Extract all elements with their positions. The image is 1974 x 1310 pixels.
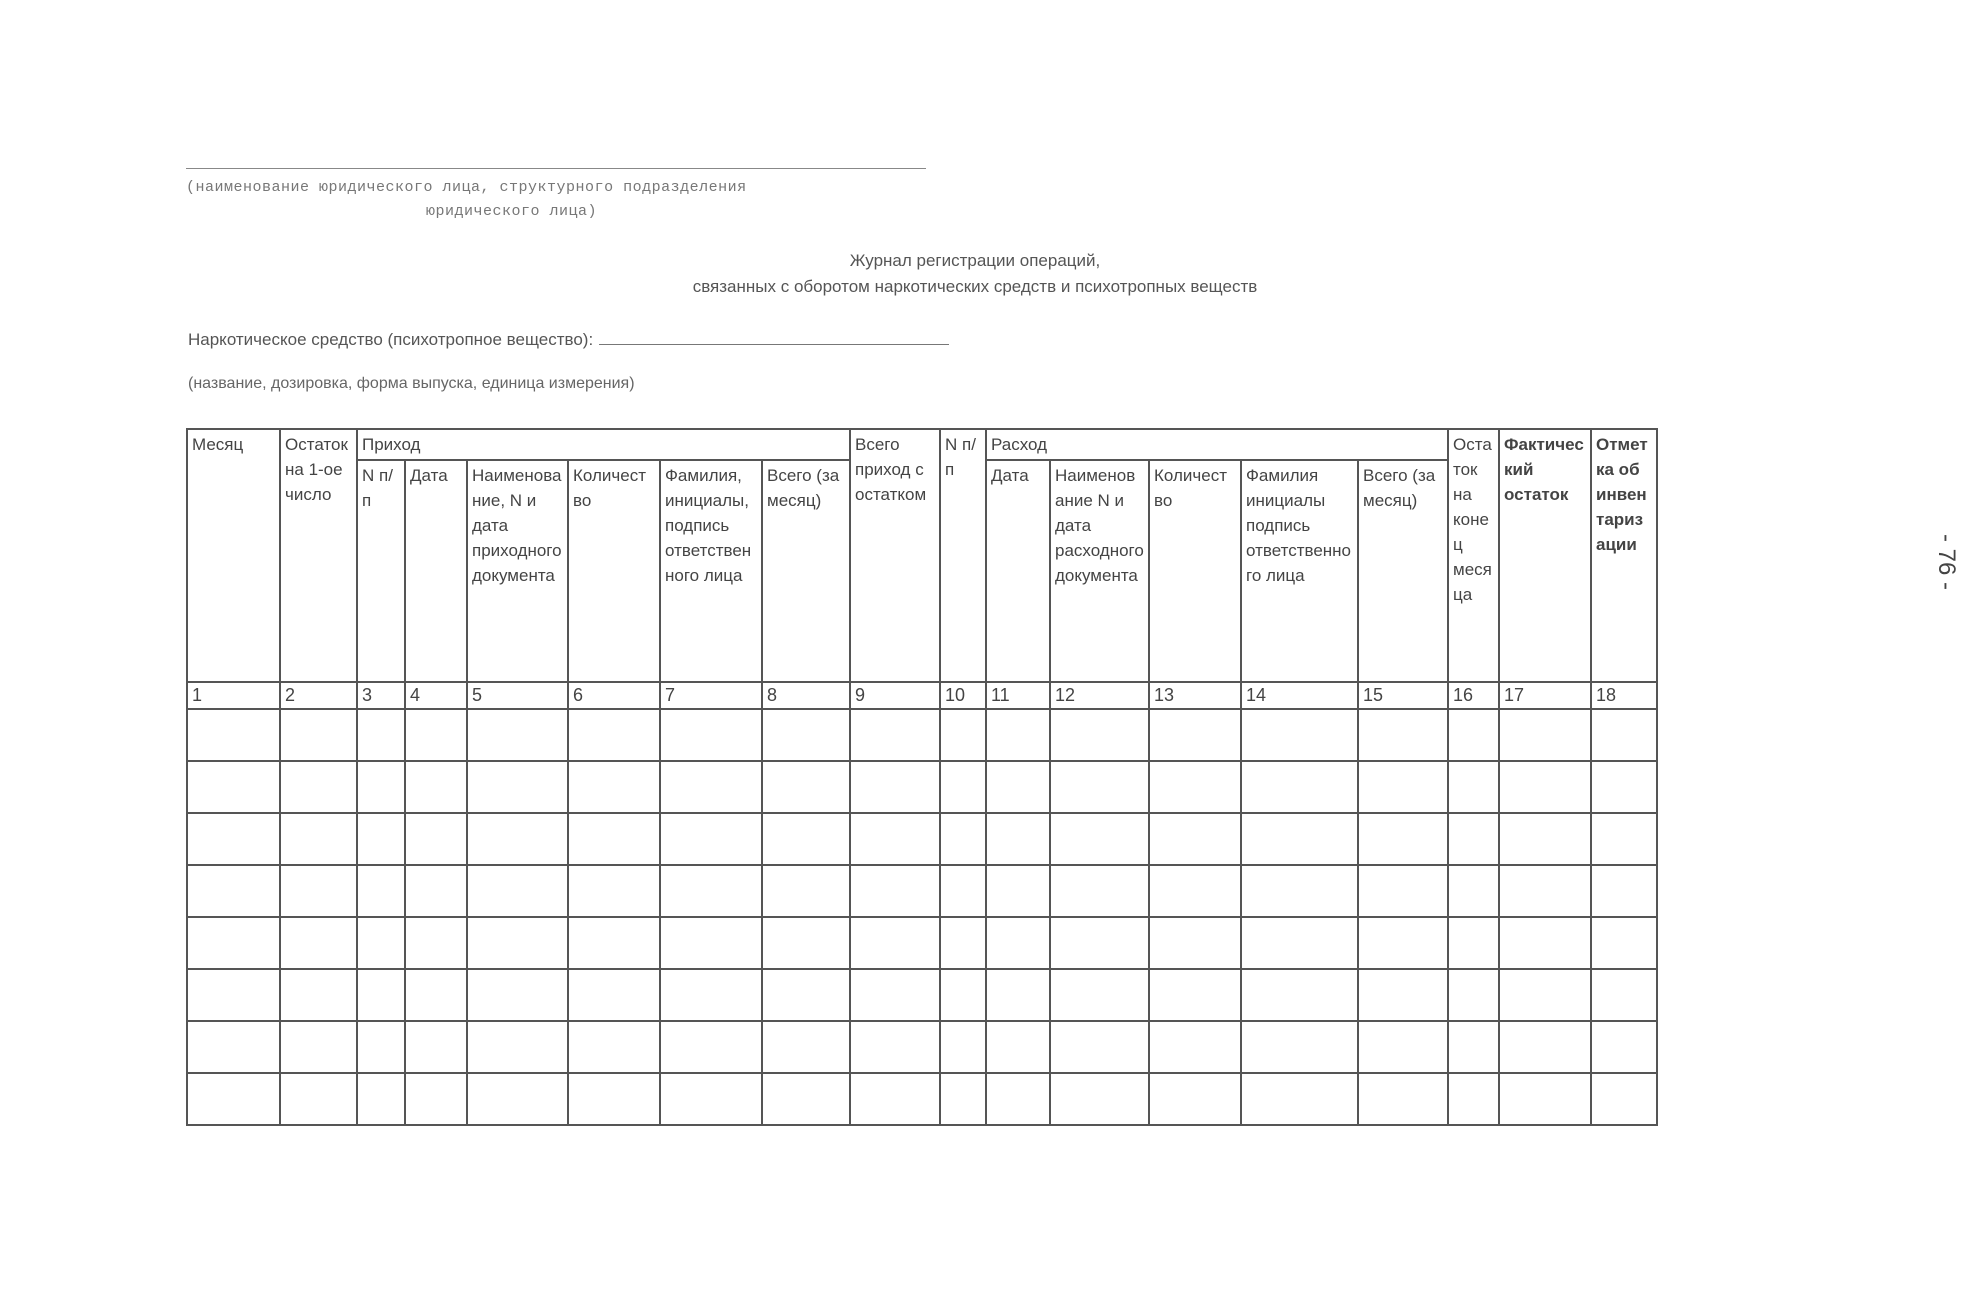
table-cell[interactable] — [1050, 813, 1149, 865]
table-cell[interactable] — [660, 813, 762, 865]
header-expense-total: Всего (за месяц) — [1358, 460, 1448, 682]
header-income-qty: Количество — [568, 460, 660, 682]
column-number: 10 — [940, 682, 986, 709]
table-cell[interactable] — [405, 1021, 467, 1073]
table-cell[interactable] — [850, 813, 940, 865]
table-cell[interactable] — [1591, 1021, 1657, 1073]
table-cell[interactable] — [1149, 917, 1241, 969]
table-cell[interactable] — [357, 865, 405, 917]
table-cell[interactable] — [187, 865, 280, 917]
column-number: 1 — [187, 682, 280, 709]
table-cell[interactable] — [568, 813, 660, 865]
table-cell[interactable] — [1050, 1073, 1149, 1125]
table-cell[interactable] — [762, 813, 850, 865]
column-number: 18 — [1591, 682, 1657, 709]
table-cell[interactable] — [187, 709, 280, 761]
table-cell[interactable] — [1499, 865, 1591, 917]
table-cell[interactable] — [1448, 709, 1499, 761]
table-cell[interactable] — [467, 709, 568, 761]
table-cell[interactable] — [1050, 917, 1149, 969]
table-cell[interactable] — [1448, 813, 1499, 865]
table-cell[interactable] — [1591, 813, 1657, 865]
table-cell[interactable] — [1591, 917, 1657, 969]
column-number: 16 — [1448, 682, 1499, 709]
table-cell[interactable] — [1358, 761, 1448, 813]
table-cell[interactable] — [1149, 761, 1241, 813]
table-cell[interactable] — [568, 1073, 660, 1125]
table-cell[interactable] — [187, 969, 280, 1021]
table-cell[interactable] — [762, 1021, 850, 1073]
table-cell[interactable] — [1499, 969, 1591, 1021]
org-caption-line1: (наименование юридического лица, структурного подразделения — [186, 179, 747, 196]
table-cell[interactable] — [568, 709, 660, 761]
table-cell[interactable] — [1149, 865, 1241, 917]
table-cell[interactable] — [660, 1073, 762, 1125]
header-balance-first: Остаток на 1-ое число — [280, 429, 357, 682]
table-cell[interactable] — [1448, 1073, 1499, 1125]
journal-title-line1: Журнал регистрации операций, — [849, 251, 1101, 270]
table-cell[interactable] — [940, 761, 986, 813]
column-number: 4 — [405, 682, 467, 709]
drug-blank-line[interactable] — [599, 328, 949, 345]
column-number: 11 — [986, 682, 1050, 709]
table-cell[interactable] — [660, 761, 762, 813]
table-cell[interactable] — [850, 709, 940, 761]
header-expense: Расход — [986, 429, 1448, 460]
table-cell[interactable] — [280, 969, 357, 1021]
org-name-caption — [186, 176, 956, 224]
table-cell[interactable] — [762, 917, 850, 969]
table-row — [187, 761, 1657, 813]
table-cell[interactable] — [940, 709, 986, 761]
table-cell[interactable] — [660, 917, 762, 969]
table-cell[interactable] — [1499, 761, 1591, 813]
table-cell[interactable] — [405, 761, 467, 813]
table-cell[interactable] — [1591, 1073, 1657, 1125]
table-cell[interactable] — [986, 709, 1050, 761]
column-number: 5 — [467, 682, 568, 709]
header-income: Приход — [357, 429, 850, 460]
column-number: 17 — [1499, 682, 1591, 709]
journal-title — [440, 248, 1510, 300]
table-cell[interactable] — [1358, 865, 1448, 917]
table-cell[interactable] — [187, 1021, 280, 1073]
column-number: 8 — [762, 682, 850, 709]
table-cell[interactable] — [940, 917, 986, 969]
header-row-num: N п/п — [940, 429, 986, 682]
table-cell[interactable] — [1149, 813, 1241, 865]
table-cell[interactable] — [1499, 1073, 1591, 1125]
table-cell[interactable] — [568, 969, 660, 1021]
column-number: 3 — [357, 682, 405, 709]
table-cell[interactable] — [1358, 709, 1448, 761]
table-cell[interactable] — [467, 969, 568, 1021]
table-cell[interactable] — [405, 969, 467, 1021]
table-cell[interactable] — [467, 761, 568, 813]
header-month: Месяц — [187, 429, 280, 682]
table-row — [187, 917, 1657, 969]
table-cell[interactable] — [762, 865, 850, 917]
table-cell[interactable] — [280, 709, 357, 761]
table-cell[interactable] — [986, 1073, 1050, 1125]
table-cell[interactable] — [1499, 709, 1591, 761]
table-cell[interactable] — [940, 1073, 986, 1125]
column-number: 2 — [280, 682, 357, 709]
header-income-date: Дата — [405, 460, 467, 682]
table-cell[interactable] — [986, 969, 1050, 1021]
table-cell[interactable] — [1448, 917, 1499, 969]
table-cell[interactable] — [1448, 969, 1499, 1021]
table-cell[interactable] — [1448, 865, 1499, 917]
header-income-person: Фамилия, инициалы, подпись ответственного лица — [660, 460, 762, 682]
table-cell[interactable] — [1591, 969, 1657, 1021]
table-cell[interactable] — [568, 917, 660, 969]
table-cell[interactable] — [467, 1073, 568, 1125]
header-expense-person: Фамилия инициалы подпись ответственного лица — [1241, 460, 1358, 682]
table-cell[interactable] — [660, 709, 762, 761]
table-cell[interactable] — [568, 761, 660, 813]
table-cell[interactable] — [187, 761, 280, 813]
table-cell[interactable] — [1149, 969, 1241, 1021]
table-cell[interactable] — [1358, 917, 1448, 969]
table-row — [187, 1073, 1657, 1125]
table-cell[interactable] — [986, 813, 1050, 865]
journal-table-body — [187, 682, 1657, 1125]
table-cell[interactable] — [187, 917, 280, 969]
column-number: 13 — [1149, 682, 1241, 709]
table-cell[interactable] — [405, 917, 467, 969]
column-number: 14 — [1241, 682, 1358, 709]
column-number: 9 — [850, 682, 940, 709]
table-cell[interactable] — [1358, 1021, 1448, 1073]
table-cell[interactable] — [986, 761, 1050, 813]
table-cell[interactable] — [1241, 813, 1358, 865]
journal-title-line2: связанных с оборотом наркотических средств и психотропных веществ — [692, 277, 1258, 296]
header-expense-date: Дата — [986, 460, 1050, 682]
table-cell[interactable] — [280, 1021, 357, 1073]
org-name-line — [186, 168, 926, 169]
table-row — [187, 813, 1657, 865]
column-number: 7 — [660, 682, 762, 709]
table-cell[interactable] — [405, 709, 467, 761]
journal-table — [186, 428, 1658, 1126]
column-number: 15 — [1358, 682, 1448, 709]
table-cell[interactable] — [357, 761, 405, 813]
table-cell[interactable] — [467, 813, 568, 865]
table-cell[interactable] — [762, 969, 850, 1021]
table-cell[interactable] — [280, 761, 357, 813]
table-cell[interactable] — [1448, 761, 1499, 813]
column-number: 12 — [1050, 682, 1149, 709]
table-cell[interactable] — [762, 709, 850, 761]
table-cell[interactable] — [850, 917, 940, 969]
table-cell[interactable] — [405, 813, 467, 865]
table-cell[interactable] — [280, 1073, 357, 1125]
table-cell[interactable] — [467, 865, 568, 917]
table-cell[interactable] — [357, 969, 405, 1021]
table-row — [187, 709, 1657, 761]
table-cell[interactable] — [1050, 761, 1149, 813]
table-cell[interactable] — [357, 813, 405, 865]
table-cell[interactable] — [1448, 1021, 1499, 1073]
table-cell[interactable] — [1050, 969, 1149, 1021]
table-cell[interactable] — [1499, 917, 1591, 969]
drug-label: Наркотическое средство (психотропное вещество): — [188, 330, 594, 349]
header-income-num: N п/п — [357, 460, 405, 682]
header-balance-end: Остаток на конец месяца — [1448, 429, 1499, 682]
table-cell[interactable] — [357, 1073, 405, 1125]
table-cell[interactable] — [1050, 709, 1149, 761]
table-cell[interactable] — [280, 917, 357, 969]
drug-caption: (название, дозировка, форма выпуска, единица измерения) — [188, 375, 635, 392]
table-cell[interactable] — [1358, 813, 1448, 865]
table-cell[interactable] — [660, 969, 762, 1021]
table-cell[interactable] — [1358, 1073, 1448, 1125]
header-expense-qty: Количество — [1149, 460, 1241, 682]
table-cell[interactable] — [1149, 1021, 1241, 1073]
table-cell[interactable] — [405, 865, 467, 917]
header-income-total: Всего (за месяц) — [762, 460, 850, 682]
table-cell[interactable] — [660, 1021, 762, 1073]
table-cell[interactable] — [1050, 1021, 1149, 1073]
table-cell[interactable] — [1149, 1073, 1241, 1125]
header-total-with-balance: Всего приход с остатком — [850, 429, 940, 682]
table-cell[interactable] — [568, 1021, 660, 1073]
header-actual-balance: Фактический остаток — [1499, 429, 1591, 682]
table-cell[interactable] — [1499, 813, 1591, 865]
table-cell[interactable] — [1358, 969, 1448, 1021]
table-cell[interactable] — [1591, 865, 1657, 917]
table-row — [187, 865, 1657, 917]
table-cell[interactable] — [1241, 1073, 1358, 1125]
table-row — [187, 1021, 1657, 1073]
table-cell[interactable] — [1241, 709, 1358, 761]
table-cell[interactable] — [1591, 709, 1657, 761]
table-cell[interactable] — [1591, 761, 1657, 813]
drug-field — [188, 328, 949, 350]
table-cell[interactable] — [1241, 917, 1358, 969]
header-income-doc: Наименование, N и дата приходного документа — [467, 460, 568, 682]
table-cell[interactable] — [986, 917, 1050, 969]
column-number-row — [187, 682, 1657, 709]
table-cell[interactable] — [762, 761, 850, 813]
table-cell[interactable] — [940, 865, 986, 917]
table-cell[interactable] — [1499, 1021, 1591, 1073]
table-cell[interactable] — [762, 1073, 850, 1125]
table-cell[interactable] — [1149, 709, 1241, 761]
table-cell[interactable] — [187, 813, 280, 865]
table-cell[interactable] — [850, 969, 940, 1021]
table-cell[interactable] — [280, 813, 357, 865]
table-cell[interactable] — [850, 1021, 940, 1073]
table-cell[interactable] — [405, 1073, 467, 1125]
table-cell[interactable] — [940, 969, 986, 1021]
table-cell[interactable] — [940, 1021, 986, 1073]
table-cell[interactable] — [357, 709, 405, 761]
table-cell[interactable] — [1241, 969, 1358, 1021]
table-cell[interactable] — [280, 865, 357, 917]
table-cell[interactable] — [1241, 1021, 1358, 1073]
table-cell[interactable] — [467, 917, 568, 969]
org-caption-line2: юридического лица) — [426, 203, 598, 220]
table-cell[interactable] — [660, 865, 762, 917]
table-cell[interactable] — [357, 917, 405, 969]
table-cell[interactable] — [187, 1073, 280, 1125]
header-expense-doc: Наименование N и дата расходного документа — [1050, 460, 1149, 682]
table-cell[interactable] — [850, 761, 940, 813]
table-cell[interactable] — [986, 1021, 1050, 1073]
table-cell[interactable] — [1050, 865, 1149, 917]
table-cell[interactable] — [986, 865, 1050, 917]
table-cell[interactable] — [940, 813, 986, 865]
table-cell[interactable] — [467, 1021, 568, 1073]
table-cell[interactable] — [357, 1021, 405, 1073]
header-inventory-mark: Отметка об инвентаризации — [1591, 429, 1657, 682]
table-cell[interactable] — [1241, 865, 1358, 917]
table-cell[interactable] — [850, 1073, 940, 1125]
table-cell[interactable] — [1241, 761, 1358, 813]
column-number: 6 — [568, 682, 660, 709]
table-row — [187, 969, 1657, 1021]
table-cell[interactable] — [568, 865, 660, 917]
page-number: - 76 - — [1933, 533, 1961, 591]
table-cell[interactable] — [850, 865, 940, 917]
